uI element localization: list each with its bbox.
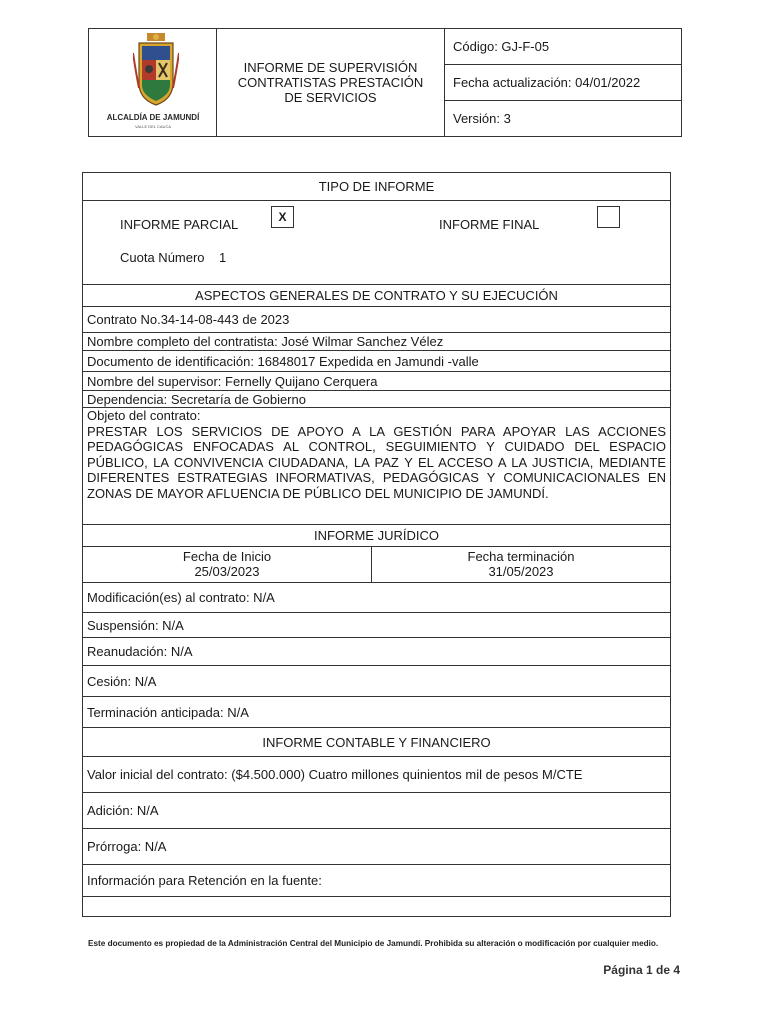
resumption: Reanudación: N/A — [83, 638, 670, 666]
logo-subtitle: VALLE DEL CAUCA — [134, 124, 171, 129]
contractor-name: Nombre completo del contratista: José Wilmar Sanchez Vélez — [83, 333, 670, 351]
final-report-checkbox[interactable] — [597, 206, 620, 228]
final-report-label: INFORME FINAL — [439, 217, 540, 232]
ownership-notice: Este documento es propiedad de la Administración Central del Municipio de Jamundí. Prohibida su alteración o modificación por cualquier medio. — [88, 939, 659, 948]
section-heading-tipo: TIPO DE INFORME — [83, 173, 670, 201]
installment-number: Cuota Número 1 — [120, 250, 227, 265]
assignment: Cesión: N/A — [83, 666, 670, 697]
addition: Adición: N/A — [83, 793, 670, 829]
logo-wordmark: ALCALDÍA DE JAMUNDÍ — [106, 113, 200, 122]
report-form — [82, 172, 671, 917]
page-number: Página 1 de 4 — [603, 963, 680, 977]
document-version: Versión: 3 — [453, 111, 511, 126]
start-date-label: Fecha de Inicio — [182, 549, 272, 564]
contract-dates-row — [83, 547, 670, 583]
blank-row — [83, 897, 670, 916]
end-date-cell — [372, 547, 670, 582]
end-date-label: Fecha terminación — [467, 549, 575, 564]
coat-of-arms-icon — [133, 33, 179, 107]
partial-report-checkbox[interactable]: X — [271, 206, 294, 228]
document-code: Código: GJ-F-05 — [445, 29, 681, 65]
extension: Prórroga: N/A — [83, 829, 670, 865]
contract-number: Contrato No.34-14-08-443 de 2023 — [83, 307, 670, 333]
contract-object — [83, 408, 670, 525]
report-type-block — [83, 201, 670, 285]
early-termination: Terminación anticipada: N/A — [83, 697, 670, 728]
partial-report-label: INFORME PARCIAL — [120, 217, 239, 232]
withholding-info: Información para Retención en la fuente: — [83, 865, 670, 897]
update-date: Fecha actualización: 04/01/2022 — [445, 65, 681, 101]
identification-document: Documento de identificación: 16848017 Expedida en Jamundi -valle — [83, 351, 670, 372]
end-date-value: 31/05/2023 — [488, 564, 554, 579]
contract-object-text: PRESTAR LOS SERVICIOS DE APOYO A LA GESTIÓN PARA APOYAR LAS ACCIONES PEDAGÓGICAS ENFOCADAS AL CONTROL, SEGUIMIENTO Y CUIDADO DEL ESPACIO PÚBLICO, LA CONVIVENCIA CIUDADANA, LA PAZ Y EL ACCESO A LA JUSTICIA, MEDIANTE DIFERENTES ESTRATEGIAS INFORMATIVAS, PEDAGÓGICAS Y COMUNICACIONALES EN ZONAS DE MAYOR AFLUENCIA DE PÚBLICO DEL MUNICIPIO DE JAMUNDÍ. — [87, 423, 666, 501]
contract-modifications: Modificación(es) al contrato: N/A — [83, 583, 670, 613]
logo-cell — [89, 29, 217, 136]
document-title: INFORME DE SUPERVISIÓN CONTRATISTAS PRESTACIÓN DE SERVICIOS — [217, 29, 445, 136]
dependency: Dependencia: Secretaría de Gobierno — [83, 391, 670, 408]
section-heading-juridico: INFORME JURÍDICO — [83, 525, 670, 547]
start-date-cell — [83, 547, 372, 582]
document-header — [88, 28, 682, 137]
section-heading-contable: INFORME CONTABLE Y FINANCIERO — [83, 728, 670, 757]
initial-contract-value: Valor inicial del contrato: ($4.500.000) Cuatro millones quinientos mil de pesos M/CTE — [83, 757, 670, 793]
contract-object-label: Objeto del contrato: — [87, 408, 201, 423]
suspension: Suspensión: N/A — [83, 613, 670, 638]
start-date-value: 25/03/2023 — [194, 564, 260, 579]
section-heading-aspectos: ASPECTOS GENERALES DE CONTRATO Y SU EJECUCIÓN — [83, 285, 670, 307]
supervisor-name: Nombre del supervisor: Fernelly Quijano Cerquera — [83, 372, 670, 391]
